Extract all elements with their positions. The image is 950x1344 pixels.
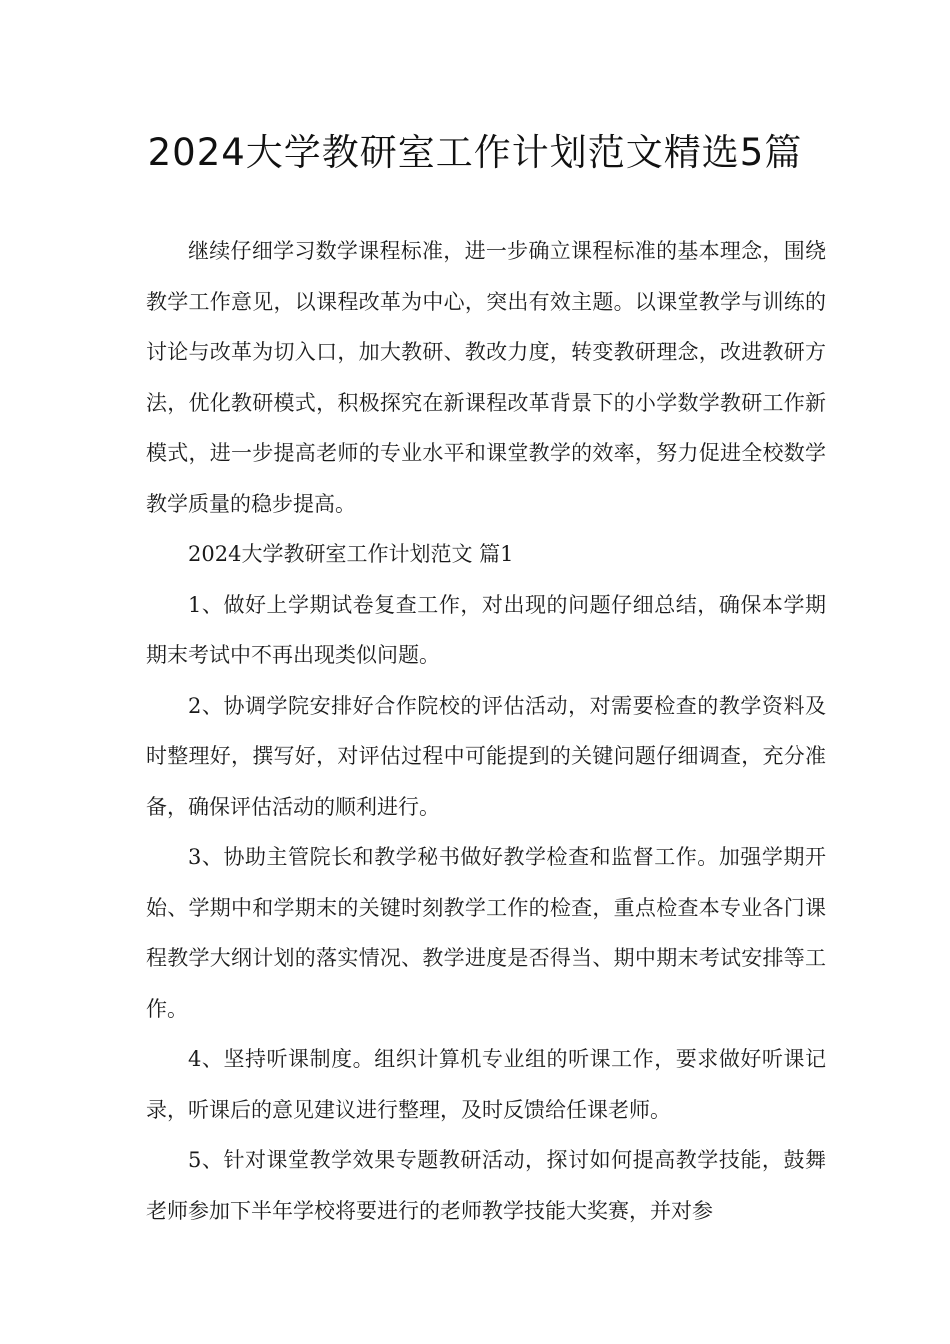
intro-paragraph: 继续仔细学习数学课程标准，进一步确立课程标准的基本理念，围绕教学工作意见，以课程改革为中心，突出有效主题。以课堂教学与训练的讨论与改革为切入口，加大教研、教改力度，转变教研理念，改进教研方法，优化教研模式，积极探究在新课程改革背景下的小学数学教研工作新模式，进一步提高老师的专业水平和课堂教学的效率，努力促进全校数学教学质量的稳步提高。: [146, 239, 826, 516]
document-title: 2024大学教研室工作计划范文精选5篇: [147, 131, 803, 174]
list-item-1: 1、做好上学期试卷复查工作，对出现的问题仔细总结，确保本学期期末考试中不再出现类似问题。: [146, 592, 826, 667]
document-body: [146, 226, 826, 1236]
list-item-5: 5、针对课堂教学效果专题教研活动，探讨如何提高教学技能，鼓舞老师参加下半年学校将要进行的老师教学技能大奖赛，并对参: [146, 1148, 826, 1223]
section-heading: 2024大学教研室工作计划范文 篇1: [188, 542, 514, 566]
list-item-4: 4、坚持听课制度。组织计算机专业组的听课工作，要求做好听课记录，听课后的意见建议进行整理，及时反馈给任课老师。: [146, 1047, 826, 1122]
list-item-3: 3、协助主管院长和教学秘书做好教学检查和监督工作。加强学期开始、学期中和学期末的关键时刻教学工作的检查，重点检查本专业各门课程教学大纲计划的落实情况、教学进度是否得当、期中期末考试安排等工作。: [146, 845, 826, 1021]
list-item-2: 2、协调学院安排好合作院校的评估活动，对需要检查的教学资料及时整理好，撰写好，对评估过程中可能提到的关键问题仔细调查，充分准备，确保评估活动的顺利进行。: [146, 693, 826, 819]
